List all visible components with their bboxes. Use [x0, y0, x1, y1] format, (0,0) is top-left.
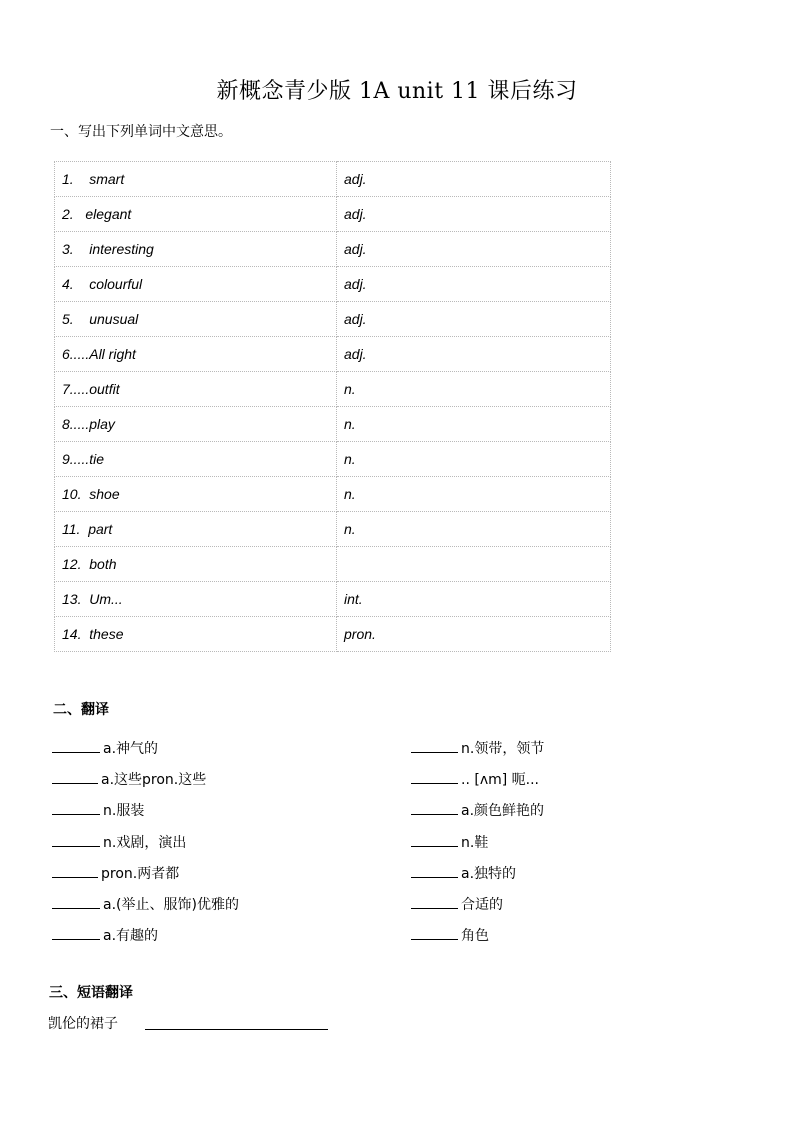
answer-blank[interactable]	[411, 769, 458, 784]
translation-item	[411, 800, 544, 820]
answer-blank[interactable]	[411, 894, 458, 909]
answer-blank[interactable]	[52, 800, 100, 815]
answer-blank[interactable]	[411, 738, 458, 753]
table-row	[55, 302, 611, 337]
vocab-part-of-speech	[337, 547, 611, 582]
answer-blank[interactable]	[52, 769, 98, 784]
translation-hint: n.服装	[103, 803, 145, 819]
translation-item	[411, 925, 489, 945]
phrase-answer-line[interactable]	[145, 1029, 328, 1030]
answer-blank[interactable]	[411, 925, 458, 940]
vocab-word: 9.....tie	[55, 442, 337, 477]
vocab-word: 13. Um...	[55, 582, 337, 617]
translation-hint: n.戏剧，演出	[103, 835, 187, 851]
translation-hint: a.独特的	[461, 866, 517, 882]
vocab-part-of-speech: adj.	[337, 197, 611, 232]
answer-blank[interactable]	[52, 925, 100, 940]
translation-item	[411, 894, 503, 914]
page-title: 新概念青少版 1A unit 11 课后练习	[216, 79, 578, 104]
translation-hint: a.颜色鲜艳的	[461, 803, 545, 819]
table-row	[55, 267, 611, 302]
table-row	[55, 512, 611, 547]
section3-heading: 三、短语翻译	[49, 985, 133, 1001]
vocab-part-of-speech: int.	[337, 582, 611, 617]
vocab-part-of-speech: n.	[337, 477, 611, 512]
table-row	[55, 582, 611, 617]
table-row	[55, 372, 611, 407]
translation-item	[52, 832, 186, 852]
table-row	[55, 407, 611, 442]
translation-hint: 合适的	[461, 897, 503, 913]
vocab-word: 5. unusual	[55, 302, 337, 337]
vocab-part-of-speech: n.	[337, 407, 611, 442]
translation-hint: a.(举止、服饰)优雅的	[103, 897, 239, 913]
table-row	[55, 337, 611, 372]
vocab-word: 3. interesting	[55, 232, 337, 267]
table-row	[55, 162, 611, 197]
section1-heading: 一、写出下列单词中文意思。	[50, 124, 232, 140]
translation-item	[52, 738, 158, 758]
translation-hint: pron.两者都	[101, 866, 180, 882]
vocab-word: 11. part	[55, 512, 337, 547]
translation-item	[411, 769, 539, 789]
answer-blank[interactable]	[411, 800, 458, 815]
translation-hint: .. [ʌm] 呃...	[461, 772, 539, 788]
answer-blank[interactable]	[411, 832, 458, 847]
vocab-word: 10. shoe	[55, 477, 337, 512]
translation-item	[411, 832, 488, 852]
vocab-part-of-speech: n.	[337, 442, 611, 477]
answer-blank[interactable]	[411, 863, 458, 878]
vocab-part-of-speech: n.	[337, 372, 611, 407]
vocab-word: 6.....All right	[55, 337, 337, 372]
translation-item	[411, 863, 516, 883]
translation-item	[52, 769, 206, 789]
phrase-item: 凯伦的裙子	[48, 1016, 118, 1032]
translation-item	[411, 738, 544, 758]
vocab-word: 14. these	[55, 617, 337, 652]
translation-hint: a.神气的	[103, 741, 159, 757]
translation-hint: a.有趣的	[103, 928, 159, 944]
vocab-part-of-speech: n.	[337, 512, 611, 547]
translation-item	[52, 800, 144, 820]
table-row	[55, 547, 611, 582]
table-row	[55, 197, 611, 232]
answer-blank[interactable]	[52, 894, 100, 909]
vocab-word: 8.....play	[55, 407, 337, 442]
section2-heading: 二、翻译	[53, 702, 109, 718]
table-row	[55, 442, 611, 477]
translation-hint: n.鞋	[461, 835, 489, 851]
vocab-part-of-speech: adj.	[337, 337, 611, 372]
table-row	[55, 477, 611, 512]
translation-item	[52, 894, 239, 914]
translation-item	[52, 863, 179, 883]
vocab-word: 12. both	[55, 547, 337, 582]
vocab-part-of-speech: adj.	[337, 162, 611, 197]
answer-blank[interactable]	[52, 738, 100, 753]
vocab-word: 2. elegant	[55, 197, 337, 232]
vocab-part-of-speech: adj.	[337, 267, 611, 302]
vocab-table	[54, 161, 611, 652]
answer-blank[interactable]	[52, 832, 100, 847]
translation-hint: a.这些pron.这些	[101, 772, 207, 788]
vocab-word: 1. smart	[55, 162, 337, 197]
vocab-word: 4. colourful	[55, 267, 337, 302]
answer-blank[interactable]	[52, 863, 98, 878]
vocab-part-of-speech: adj.	[337, 302, 611, 337]
table-row	[55, 232, 611, 267]
vocab-part-of-speech: pron.	[337, 617, 611, 652]
translation-hint: 角色	[461, 928, 489, 944]
translation-hint: n.领带，领节	[461, 741, 545, 757]
vocab-word: 7.....outfit	[55, 372, 337, 407]
vocab-part-of-speech: adj.	[337, 232, 611, 267]
translation-item	[52, 925, 158, 945]
table-row	[55, 617, 611, 652]
